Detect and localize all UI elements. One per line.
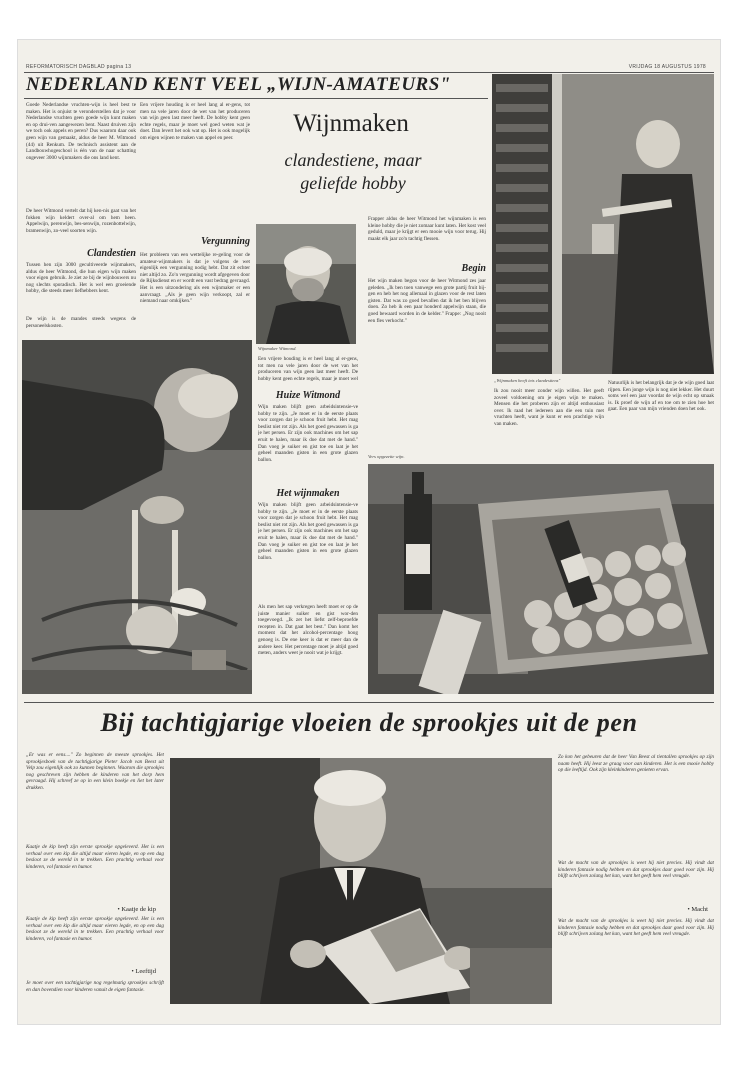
article-divider xyxy=(24,702,714,703)
headline-rule xyxy=(24,98,488,99)
lower-right-text-extended: Wat de macht van de sprookjes is weet hij niet precies. Hij vindt dat kinderen fantasie nodig hebben en dat sprookjes daar goed voor zijn. Hij blijft schrijven zolang het kan, want het geeft hem veel vreugde. xyxy=(558,860,714,880)
column-4-top-text: Frapper aldus de heer Witmond het wijnmaken is een kleine hobby die je niet zomaar kunt laten. Het kost veel geduld, maar je krijgt er een mooie wijn voor terug. Hij maakt elk jaar zo'n tachtig flessen. xyxy=(368,216,486,242)
caption-new-wine: Vers opgezette wijn. xyxy=(368,454,405,459)
header-rule xyxy=(24,72,714,73)
main-headline: NEDERLAND KENT VEEL „WIJN-AMATEURS" xyxy=(26,74,451,95)
bullet-macht: • Macht xyxy=(687,906,708,913)
feature-subtitle-line-1: clandestiene, maar xyxy=(284,150,422,170)
subhead-huize-witmond: Huize Witmond xyxy=(275,390,341,401)
vergunning-text: Het probleem van een wettelijke re-geling voor de amateur-wijnmakers is dat je volgens de wet eigenlijk een vergunning nodig hebt. Dat zit echter niet altijd zo. Zo'n vergunning wordt afgegeven door de Rijksdienst en er wordt een vast bedrag gevraagd. Het is een uitzondering als een wijnmaker er een aanvraagt. „Als je geen wijn verkoopt, zal er niemand naar omkijken." xyxy=(140,252,250,305)
right-text-2: Natuurlijk is het belangrijk dat je de wijn goed laat rijpen. Een jonge wijn is nog niet lekker. Het duurt soms wel een jaar voordat de wijn echt op smaak is. Ik proef de wijn af en toe om te zien hoe het gaat. Een paar van mijn vrienden doen het ook. xyxy=(608,380,714,413)
het-wijnmaken-text-2: Als men het sap verkregen heeft moet er op de juiste manier suiker en gist wor-den toegevoegd. „Ik zet het liefst zelf-beproefde recepten in. Dat gaat het best." Dan komt het moment dat het alcohol-percentage hoog genoeg is. De ene keer is dat er meer dan de andere keer. Het percentage moet je altijd goed meten, anders weet je nooit wat je krijgt. xyxy=(258,604,358,657)
portrait-caption: Wijnmaker Witmond. xyxy=(258,346,297,351)
clandestien-text-2: De wijn is de mandes steeds wegens de personeelskosten. xyxy=(26,316,136,329)
kaatje-text: Kaatje de kip heeft zijn eerste sprookje opgeleverd. Het is een verhaal over een kip die altijd maar eieren legde, en op een dag besloot ze de wereld in te trekken. Een prachtig verhaal voor kinderen, vol fantasie en humor. xyxy=(26,916,164,942)
right-text-1: Ik zou nooit meer zonder wijn willen. Het geeft zoveel voldoening om je eigen wijn te maken. Mensen die het proberen zijn er altijd enthousiast over. Ik raad het iedereen aan die een tuin met vruchten heeft, want je kunt er een prachtige wijn van maken. xyxy=(494,388,604,427)
column-2-top-text: Een vrijere houding is er heel lang al er-gens, tot men na vele jaren door de wet van het produceren van wijn geen last meer heeft. De hobby kent geen echte regels, maar je moet wel goed weten wat je doet. Dan levert het ook wat op. Het is ook mogelijk om eigen wijnen te maken van appel en peer. xyxy=(140,102,250,141)
bullet-leeftijd: • Leeftijd xyxy=(131,968,156,975)
column-3-intro-text: Een vrijere houding is er heel lang al er-gens, tot men na vele jaren door de wet van het produceren van wijn geen last meer heeft. De hobby kent geen echte regels, maar je moet wel xyxy=(258,356,358,382)
caption-cellar: „Wijnmaken heeft iets clandestiens" xyxy=(494,378,561,383)
clandestien-text: Tussen hen zijn 3000 gecultiveerde wijnmakers, aldus de heer Witmond, die hun eigen wijn maken voor eigen gebruik. Je ziet ze bij de wijnbouwers nu nog slechts sporadisch. Het is wel een groeiende hobby, die steeds meer liefhebbers kent. xyxy=(26,262,136,295)
intro-text: Goede Nederlandse vruchten-wijn is heel best te maken. Het is onjuist te veronderstellen dat je voor Nederlandse vruchten geen goede wijn kunt maken en op drui-ven aangewezen bent. Naast druiven zijn we toch ook appels en peren? Dus waarom daar ook geen wijn van gemaakt, aldus de heer M. Witmond (44) uit Renkum. De technisch assistent aan de Landbouwhogeschool is één van de naar schatting ongeveer 3000 wijnmakers die ons land kent. xyxy=(26,102,136,161)
lower-left-text-extended: Kaatje de kip heeft zijn eerste sprookje opgeleverd. Het is een verhaal over een kip die altijd maar eieren legde, en op een dag besloot ze de wereld in te trekken. Een prachtig verhaal voor kinderen, vol fantasie en humor. xyxy=(26,844,164,870)
subhead-vergunning: Vergunning xyxy=(201,236,250,247)
subhead-begin: Begin xyxy=(461,263,486,274)
huize-witmond-text: Wijn maken blijft geen arbeidsintensie-ve hobby te zijn. „Je moet er in de eerste plaats voor zorgen dat je schoon fruit hebt. Het mag beslist niet rot zijn. Als het goed gewassen is ga je het persen. Er zijn ook machines om het sap eruit te halen, maar ik doe dat met de hand." Dan voeg je suiker en gist toe en laat je het geheel maanden gisten in een grote glazen ballon. xyxy=(258,404,358,463)
subhead-clandestien: Clandestien xyxy=(87,248,136,259)
feature-title: Wijnmaken xyxy=(293,110,409,137)
lower-right-text: Zo kon het gebeuren dat de heer Van Beest al tientallen sprookjes op zijn naam heeft. Hij leest ze graag voor aan kinderen. Het is een mooie hobby op die leeftijd. Ook zijn kleinkinderen genieten ervan. xyxy=(558,754,714,774)
leeftijd-text: Je moet over een tachtigjarige nog regelmatig sprookjes schrijft en dan bovendien voor kinderen vanuit de eigen fantasie. xyxy=(26,980,164,993)
portrait-photo-witmond xyxy=(256,224,356,344)
photo-old-man-with-book xyxy=(170,758,552,1004)
lower-left-text: „Er was er eens...." Zo beginnen de meeste sprookjes. Het sprookjesboek van de tachtigjarige Pieter Jacob van Beest uit Velp zou eigenlijk ook zo kunnen beginnen. Waarom die sprookjes nog geschreven zijn hebben de kinderen van het dorp hem gevraagd. Hij schreef ze op in een klein boekje en liet het later drukken. xyxy=(26,752,164,791)
het-wijnmaken-text: Wijn maken blijft geen arbeidsintensie-ve hobby te zijn. „Je moet er in de eerste plaats voor zorgen dat je schoon fruit hebt. Het mag beslist niet rot zijn. Als het goed gewassen is ga je het persen. Er zijn ook machines om het sap eruit te halen, maar ik doe dat met de hand." Dan voeg je suiker en gist toe en laat je het geheel maanden gisten in een grote glazen ballon. xyxy=(258,502,358,561)
subhead-het-wijnmaken: Het wijnmaken xyxy=(276,488,340,499)
macht-text: Wat de macht van de sprookjes is weet hij niet precies. Hij vindt dat kinderen fantasie nodig hebben en dat sprookjes daar goed voor zijn. Hij blijft schrijven zolang het kan, want het geeft hem veel vreugde. xyxy=(558,918,714,938)
intro-text-2: De heer Witmond vertelt dat hij ken-nis gaat van het fokken wijn keldert over-al om hem heen. Appelwijn, perenwijn, bes-senwijn, rozenbottelwijn, bramenwijn, zo-veel soorten wijn. xyxy=(26,208,136,234)
photo-bottle-and-apples xyxy=(368,464,714,694)
photo-man-with-flasks xyxy=(22,340,252,694)
lower-headline: Bij tachtigjarige vloeien de sprookjes uit de pen xyxy=(100,708,638,737)
feature-subtitle-line-2: geliefde hobby xyxy=(300,173,406,193)
begin-text: Het wijn maken begon voor de heer Witmond zes jaar geleden. „Ik ben toen vanwege een grote partij fruit bij-gen en heb het nog allemaal in glazen voor de rest laten gisten. Dat was zo goed bevallen dat ik het ben blijven doen. Zo heb ik een paar honderd appelwijn staan, die goed bewaard worden in de kelder." Frappe: „Nog nooit een fles verkocht." xyxy=(368,278,486,324)
page-header-left: REFORMATORISCH DAGBLAD pagina 13 xyxy=(26,64,132,70)
newspaper-page xyxy=(18,40,720,1024)
photo-wine-cellar xyxy=(492,74,714,374)
page-header-right: VRIJDAG 18 AUGUSTUS 1978 xyxy=(628,64,706,70)
bullet-kaatje-de-kip: • Kaatje de kip xyxy=(117,906,156,913)
